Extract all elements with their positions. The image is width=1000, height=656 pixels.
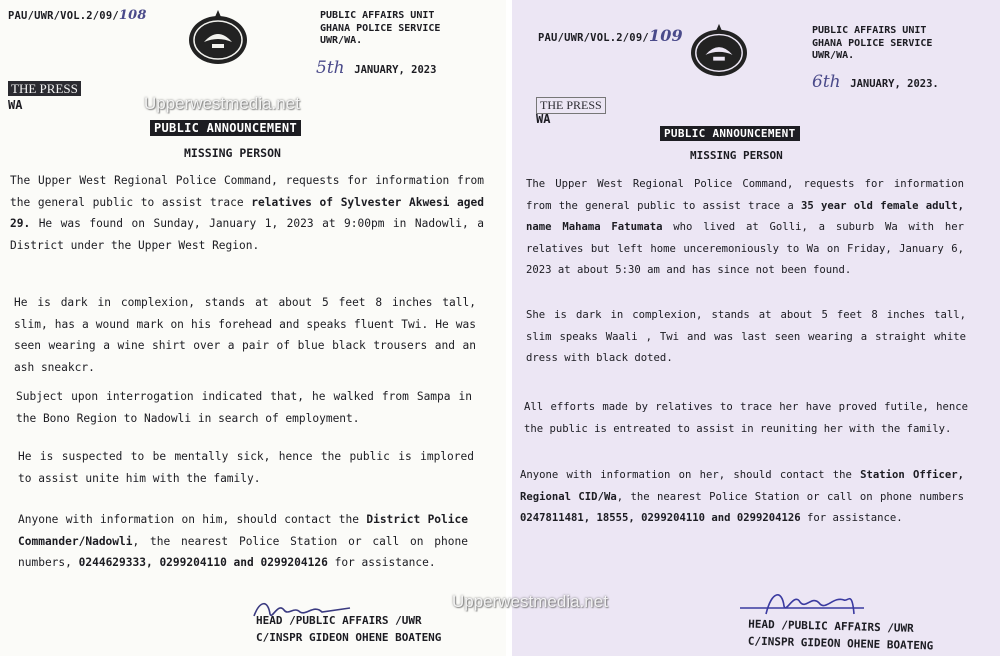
watermark-text: Upperwestmedia.net (452, 592, 608, 611)
paragraph-bold: District Police Commander/Nadowli (18, 513, 468, 548)
signature-name: C/INSPR GIDEON OHENE BOATENG (747, 634, 934, 653)
phone-numbers: 0244629333, 0299204110 and 0299204126 (78, 556, 328, 569)
police-crest-seal (688, 22, 750, 78)
announcement-subtitle: MISSING PERSON (184, 146, 281, 160)
reference-typed: PAU/UWR/VOL.2/09/ (538, 32, 649, 44)
paragraph-appeal: All efforts made by relatives to trace her have proved futile, hence the public is entreated to assist in reuniting her with the family. (524, 401, 968, 435)
date-typed: JANUARY, 2023 (354, 64, 437, 76)
phone-numbers: 0247811481, 18555, 0299204110 and 0299204126 (520, 512, 801, 524)
paragraph-appeal: He is suspected to be mentally sick, hence the public is implored to assist unite him with the family. (18, 450, 474, 485)
unit-line: GHANA POLICE SERVICE (812, 37, 933, 49)
unit-line: GHANA POLICE SERVICE (320, 22, 441, 34)
unit-line: UWR/WA. (812, 50, 855, 61)
press-label: THE PRESS (536, 97, 606, 114)
paragraph-description: She is dark in complexion, stands at about 5 feet 8 inches tall, slim speaks Waali , Twi and was last seen wearing a straight white dress with black doted. (526, 309, 966, 364)
paragraph-text: , the nearest Police Station or call on phone numbers (616, 490, 964, 503)
paragraph-interrogation: Subject upon interrogation indicated that, he walked from Sampa in the Bono Region to Nadowli in search of employment. (16, 390, 472, 425)
unit-line: PUBLIC AFFAIRS UNIT (812, 25, 927, 36)
reference-handwritten: 109 (648, 26, 683, 45)
watermark-text: Upperwestmedia.net (144, 94, 300, 113)
paragraph-text: for assistance. (800, 512, 903, 524)
paragraph-text: The Upper West Regional Police Command, requests for information from the general public to assist trace (10, 174, 484, 209)
paragraph-bold: 35 year old female adult, name Mahama Fatumata (526, 199, 965, 233)
announcement-title: PUBLIC ANNOUNCEMENT (150, 120, 301, 136)
signature-title: HEAD /PUBLIC AFFAIRS /UWR (256, 614, 422, 627)
unit-line: UWR/WA. (320, 35, 363, 46)
paragraph-text: who lived at Golli, a suburb Wa with her relatives but left home unceremoniously to Wa on Friday, January 6, 2023 at about 5:30 am and has since not been found. (526, 221, 965, 276)
press-city: WA (8, 98, 23, 112)
paragraph-text: for assistance. (327, 556, 436, 569)
reference-handwritten: 108 (118, 8, 147, 23)
signature-block (748, 616, 934, 655)
police-crest-seal (186, 8, 250, 66)
announcement-subtitle: MISSING PERSON (690, 149, 783, 162)
paragraph-text: The Upper West Regional Police Command, requests for information from the general public to assist trace a (526, 178, 964, 212)
paragraph-details (10, 170, 484, 256)
press-city: WA (536, 112, 551, 126)
paragraph-text: , the nearest Police Station or call on phone numbers, (18, 534, 468, 569)
paragraph-contact (520, 465, 964, 530)
paragraph-details (526, 174, 964, 282)
issuing-unit-block (812, 25, 932, 63)
unit-line: PUBLIC AFFAIRS UNIT (320, 10, 435, 21)
signature-name: C/INSPR GIDEON OHENE BOATENG (256, 631, 442, 644)
date-line (812, 72, 939, 92)
right-document (512, 0, 1000, 656)
paragraph-text: He was found on Sunday, January 1, 2023 at 9:00pm in Nadowli, a District under the Upper West Region. (10, 217, 484, 252)
issuing-unit-block (320, 10, 440, 48)
reference-number (8, 8, 147, 23)
paragraph-description: He is dark in complexion, stands at about 5 feet 8 inches tall, slim, has a wound mark on his forehead and speaks fluent Twi. He was seen wearing a wine shirt over a pair of blue black trousers and an ash sneakcr. (14, 296, 476, 374)
date-line (316, 58, 436, 78)
signature-title: HEAD /PUBLIC AFFAIRS /UWR (748, 617, 914, 635)
announcement-title: PUBLIC ANNOUNCEMENT (660, 126, 800, 141)
date-handwritten: 6th (812, 72, 841, 92)
paragraph-bold: Station Officer, Regional CID/Wa (520, 469, 964, 503)
date-typed: JANUARY, 2023. (850, 78, 939, 90)
paragraph-contact (18, 509, 468, 574)
date-handwritten: 5th (316, 58, 345, 78)
paragraph-text: Anyone with information on him, should contact the (18, 513, 367, 526)
paragraph-text: Anyone with information on her, should contact the (520, 469, 861, 481)
reference-typed: PAU/UWR/VOL.2/09/ (8, 10, 119, 22)
signature-block (256, 612, 441, 646)
reference-number (538, 26, 683, 45)
press-label: THE PRESS (8, 81, 81, 96)
paragraph-bold: relatives of Sylvester Akwesi aged 29. (10, 195, 484, 230)
